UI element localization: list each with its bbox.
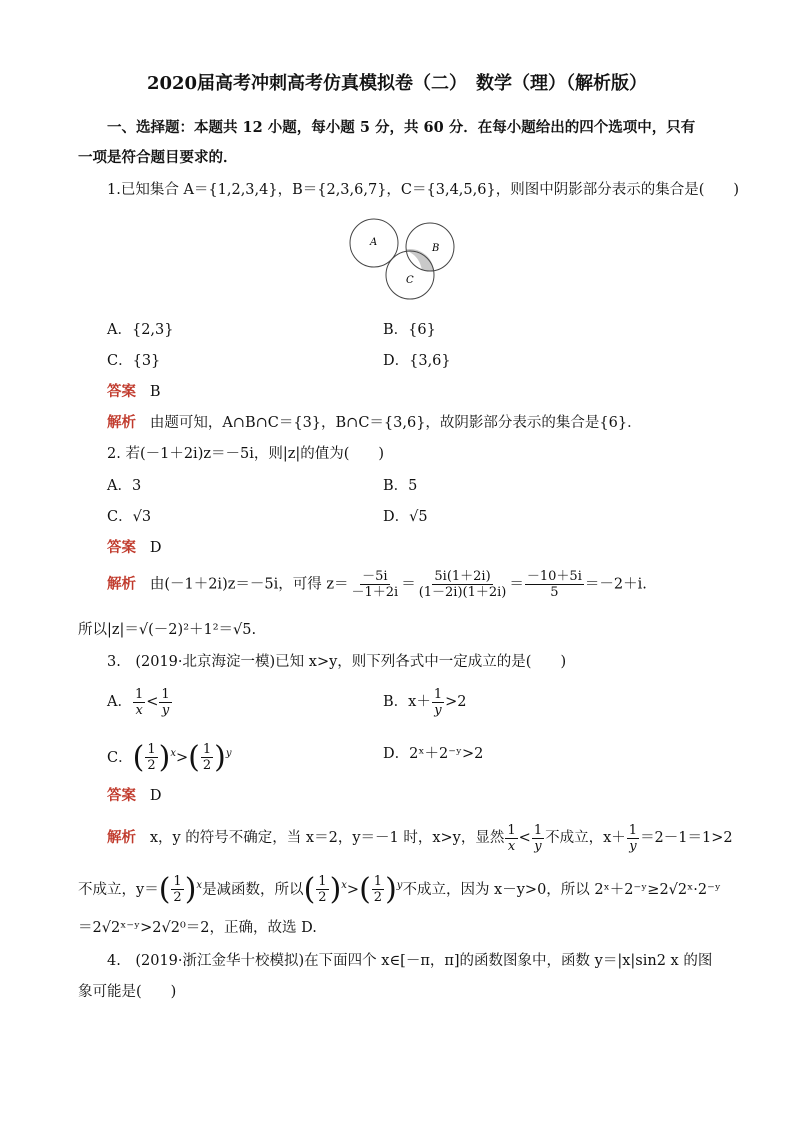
q3-analysis-line1: 解析 x，y 的符号不确定，当 x＝2，y＝－1 时，x>y，显然 $\frac{1}{x}$ < $\frac{1}{y}$ 不成立，x＋ $\frac{1}{y}$ ＝2－1＝1>2 (107, 822, 733, 854)
q3-option-d: D．2ˣ＋2⁻ʸ>2 (383, 746, 484, 762)
analysis-label: 解析 (107, 415, 136, 431)
q2-option-b: B．5 (383, 478, 418, 494)
answer-label: 答案 (107, 788, 136, 804)
q3-analysis-line3: ＝2√2ˣ⁻ʸ>2√2⁰＝2，正确，故选 D. (78, 920, 317, 936)
q2-analysis-row: 解析 由(－1＋2i)z＝－5i，可得 z＝ $\frac{-5i}{-1+2i}$ ＝ $\frac{5i(1+2i)}{(1-2i)(1+2i)}$ ＝ $\frac{-10+5i}{5}$ ＝－2＋i. (107, 569, 647, 600)
q1-answer-row (107, 382, 160, 402)
q1-analysis-row (107, 413, 642, 433)
q1-answer: B (149, 384, 161, 400)
q2-option-c: C．√3 (107, 509, 152, 525)
section-heading-line1: 一、选择题：本题共 12 小题，每小题 5 分，共 60 分．在每小题给出的四个选项中，只有 (107, 119, 696, 136)
q1-option-d: D．{3,6} (383, 353, 451, 369)
q2-analysis-line2: 所以|z|＝√(－2)²＋1²＝√5. (78, 622, 257, 638)
analysis-label: 解析 (107, 576, 136, 593)
q2-fraction-3: $\frac{-10+5i}{5}$ (526, 569, 582, 600)
q4-stem-line2: 象可能是( ) (78, 984, 177, 1000)
q1-stem: 1.已知集合 A＝{1,2,3,4}，B＝{2,3,6,7}，C＝{3,4,5,6}，则图中阴影部分表示的集合是( ) (107, 182, 740, 198)
q2-answer-row (107, 538, 161, 558)
q3-option-a: A． $\frac{1}{x}$ < $\frac{1}{y}$ (107, 686, 170, 718)
q3-option-c: C．( $\frac{1}{2}$ )$^x$>( $\frac{1}{2}$ )$^y$ (107, 739, 232, 775)
q1-analysis: 由题可知，A∩B∩C＝{3}，B∩C＝{3,6}，故阴影部分表示的集合是{6}． (149, 415, 642, 431)
q3-analysis-line2: 不成立，y＝( $\frac{1}{2}$ )$^x$是减函数，所以( $\frac{1}{2}$ )$^x$>( $\frac{1}{2}$ )$^y$不成立，因为 x－y>0，所以 2ˣ＋2⁻ʸ≥2√2ˣ·2⁻ʸ (78, 871, 721, 907)
q2-analysis-post: ＝－2＋i. (584, 576, 647, 593)
q4-stem-line1: 4. (2019·浙江金华十校模拟)在下面四个 x∈[－π，π]的函数图象中，函数 y＝|x|sin2 x 的图 (107, 953, 713, 969)
q3-answer-row (107, 786, 161, 806)
q1-option-c: C．{3} (107, 353, 161, 369)
q2-fraction-1: $\frac{-5i}{-1+2i}$ (351, 569, 399, 600)
q2-option-a: A．3 (107, 478, 142, 494)
answer-label: 答案 (107, 540, 136, 556)
venn-diagram (346, 217, 458, 303)
venn-label-b: B (432, 243, 440, 254)
q2-stem: 2. 若(－1＋2i)z＝－5i，则|z|的值为( ) (107, 446, 385, 462)
q2-answer: D (149, 540, 162, 556)
q3-option-b: B．x＋ $\frac{1}{y}$ >2 (383, 686, 467, 718)
q2-fraction-2: $\frac{5i(1+2i)}{(1-2i)(1+2i)}$ (418, 569, 507, 600)
section-heading-line2: 一项是符合题目要求的． (78, 149, 238, 166)
q1-option-b: B．{6} (383, 322, 436, 338)
q3-stem: 3. (2019·北京海淀一模)已知 x>y，则下列各式中一定成立的是( ) (107, 654, 567, 670)
analysis-label: 解析 (107, 830, 136, 846)
page-title: 2020届高考冲刺高考仿真模拟卷（二） 数学（理）（解析版） (146, 73, 648, 94)
q2-analysis-pre: 由(－1＋2i)z＝－5i，可得 z＝ (149, 576, 349, 593)
q3-answer: D (149, 788, 162, 804)
q2-option-d: D．√5 (383, 509, 428, 525)
answer-label: 答案 (107, 384, 136, 400)
venn-label-a: A (370, 237, 378, 248)
q1-option-a: A．{2,3} (107, 322, 174, 338)
venn-label-c: C (406, 275, 414, 286)
